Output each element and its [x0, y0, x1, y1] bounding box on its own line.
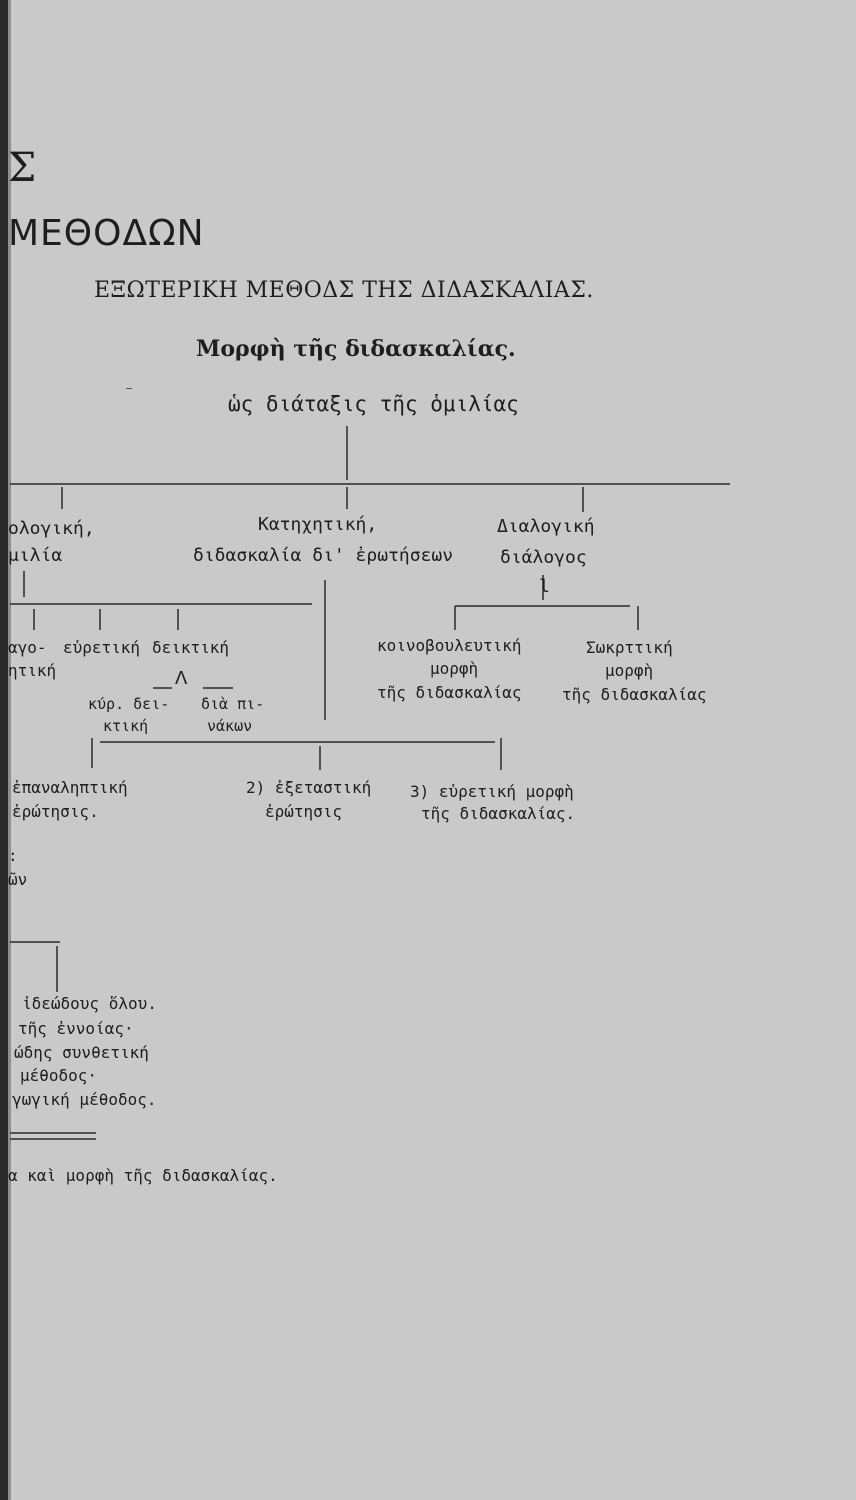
lower-item-4: μέθοδος· [20, 1066, 98, 1085]
lambda-fork: Λ [175, 668, 188, 689]
methodon-heading: ΜΕΘΟΔΩΝ [8, 213, 205, 254]
morphe-heading: Μορφὴ τῆς διδασκαλίας. [196, 336, 516, 362]
kyria-deiktike-line1: κύρ. δει- [88, 695, 170, 713]
sokratike-line2: μορφὴ [605, 661, 654, 680]
epanaleptike-line1: ἐπαναληπτική [12, 778, 128, 797]
right-branch-mark: l [539, 576, 550, 597]
sokratike-line1: Σωκρττική [586, 638, 673, 657]
epanaleptike-line2: ἐρώτησις. [12, 802, 99, 821]
sokratike-line3: τῆς διδασκαλίας [562, 685, 707, 704]
euretike-label: εὑρετική [63, 638, 141, 657]
dia-pinakon-line1: διὰ πι- [201, 695, 265, 713]
center-branch-line2: διδασκαλία δι' ἐρωτήσεων [193, 545, 454, 566]
lower-item-5: γωγική μέθοδος. [12, 1090, 157, 1109]
right-branch-line2: διάλογος [500, 547, 587, 568]
deiktike-label: δεικτική [152, 638, 230, 657]
subtitle-heading: ΕΞΩΤΕΡΙΚΗ ΜΕΘΟΔΣ ΤΗΣ ΔΙΔΑΣΚΑΛΙΑΣ. [94, 278, 594, 303]
exetastike-line2: ἐρώτησις [265, 802, 343, 821]
agogiki-line1: αγο- [8, 638, 47, 657]
fragment-colon: : [8, 846, 18, 865]
center-branch-line1: Κατηχητική, [258, 514, 378, 535]
footer-line: α καὶ μορφὴ τῆς διδασκαλίας. [8, 1166, 278, 1185]
koinovouleutike-line1: κοινοβουλευτική [377, 636, 522, 655]
left-branch-line2: μιλία [8, 545, 63, 566]
exetastike-line1: 2) ἐξεταστική [246, 778, 372, 797]
stray-mark [126, 388, 132, 389]
euretike-morphe-line2: τῆς διδασκαλίας. [421, 804, 576, 823]
lower-item-3: ώδης συνθετική [14, 1043, 149, 1062]
fragment-on: ῶν [8, 870, 28, 889]
koinovouleutike-line2: μορφὴ [430, 659, 479, 678]
sigma-heading: Σ [8, 145, 37, 191]
kyria-deiktike-line2: κτική [103, 717, 149, 735]
left-branch-line1: ολογική, [8, 518, 95, 539]
root-node-label: ὡς διάταξις τῆς ὁμιλίας [228, 392, 519, 416]
koinovouleutike-line3: τῆς διδασκαλίας [377, 683, 522, 702]
right-branch-line1: Διαλογική [497, 516, 595, 537]
lower-item-2: τῆς ἐννοίας· [18, 1019, 134, 1038]
dia-pinakon-line2: νάκων [207, 717, 253, 735]
euretike-morphe-line1: 3) εὑρετική μορφὴ [410, 782, 574, 801]
lower-item-1: ἰδεώδους ὅλου. [22, 994, 157, 1013]
agogiki-line2: ητική [8, 661, 57, 680]
